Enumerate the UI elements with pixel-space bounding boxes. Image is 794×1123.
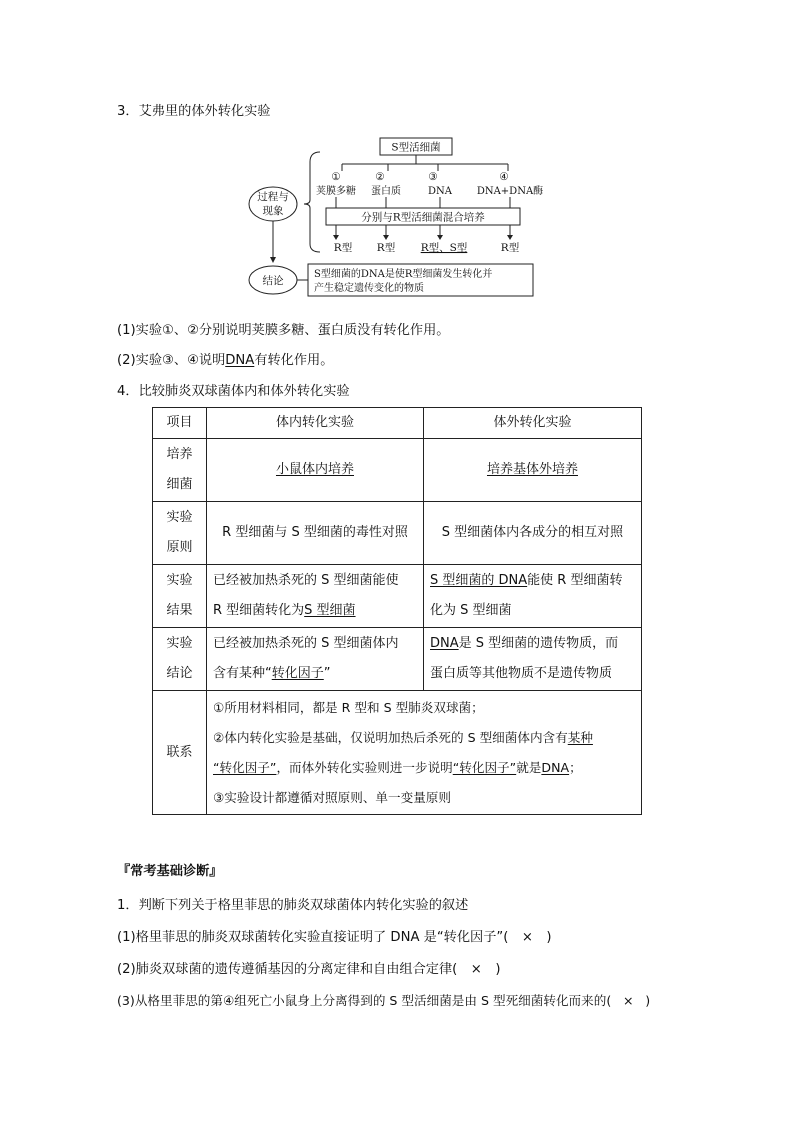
section-4-title: 4．比较肺炎双球菌体内和体外转化实验 <box>117 384 350 399</box>
judgment-item-2: (2)肺炎双球菌的遗传遵循基因的分离定律和自由组合定律( × ) <box>117 962 501 977</box>
diagram-result-2: R型 <box>376 242 396 254</box>
row-label: 实验 结果 <box>153 565 207 628</box>
judgment-item-1: (1)格里菲思的肺炎双球菌转化实验直接证明了 DNA 是“转化因子”( × ) <box>117 930 552 945</box>
diagram-result-4: R型 <box>500 242 520 254</box>
transformation-diagram <box>240 134 560 304</box>
diagram-component-2: 蛋白质 <box>371 186 401 197</box>
question-title: 1．判断下列关于格里菲思的肺炎双球菌体内转化实验的叙述 <box>117 898 469 913</box>
diagram-top-label: S型活细菌 <box>391 141 441 154</box>
cell-in-vitro: 培养基体外培养 <box>424 439 642 502</box>
th-item: 项目 <box>153 408 207 439</box>
table-row <box>153 691 642 815</box>
note-2-post: 有转化作用。 <box>254 353 334 368</box>
cell-in-vivo: 已经被加热杀死的 S 型细菌能使 R 型细菌转化为S 型细菌 <box>207 565 424 628</box>
cell-in-vivo: R 型细菌与 S 型细菌的毒性对照 <box>207 502 424 565</box>
table-header-row <box>153 408 642 439</box>
row-label: 实验 原则 <box>153 502 207 565</box>
diagram-conclusion-label: 结论 <box>262 275 284 287</box>
row-label: 培养 细菌 <box>153 439 207 502</box>
diagram-component-3: DNA <box>428 186 452 197</box>
diagram-conclusion-text-2: 产生稳定遗传变化的物质 <box>314 283 424 294</box>
diagram-result-1: R型 <box>333 242 353 254</box>
table-row <box>153 628 642 691</box>
row-label: 实验 结论 <box>153 628 207 691</box>
note-1: (1)实验①、②分别说明荚膜多糖、蛋白质没有转化作用。 <box>117 323 450 338</box>
diagram-component-1: 荚膜多糖 <box>316 186 356 197</box>
cell-in-vitro: S 型细菌的 DNA能使 R 型细菌转 化为 S 型细菌 <box>424 565 642 628</box>
diagram-mix-label: 分别与R型活细菌混合培养 <box>361 211 485 224</box>
cell-relation: ①所用材料相同，都是 R 型和 S 型肺炎双球菌； ②体内转化实验是基础，仅说明加热后杀死的 S 型细菌体内含有某种 “转化因子”，而体外转化实验则进一步说明“转化因子”就是DNA； ③实验设计都遵循对照原则、单一变量原则 <box>207 691 642 815</box>
judgment-item-3: (3)从格里菲思的第④组死亡小鼠身上分离得到的 S 型活细菌是由 S 型死细菌转化而来的( × ) <box>117 993 651 1008</box>
diagram-num-1: ① <box>331 171 341 183</box>
row-label: 联系 <box>153 691 207 815</box>
diagram-process-label-1: 过程与 <box>257 191 289 203</box>
diagnosis-heading: 『常考基础诊断』 <box>117 864 223 879</box>
diagram-conclusion-text-1: S型细菌的DNA是使R型细菌发生转化并 <box>314 269 493 280</box>
cell-in-vivo: 小鼠体内培养 <box>207 439 424 502</box>
diagram-num-3: ③ <box>428 171 438 183</box>
diagram-result-3: R型、S型 <box>420 242 468 254</box>
th-in-vitro: 体外转化实验 <box>424 408 642 439</box>
note-2 <box>117 353 333 369</box>
diagram-num-2: ② <box>375 171 385 183</box>
section-3-title: 3．艾弗里的体外转化实验 <box>117 104 271 119</box>
cell-in-vitro: DNA是 S 型细菌的遗传物质，而 蛋白质等其他物质不是遗传物质 <box>424 628 642 691</box>
note-2-pre: (2)实验③、④说明 <box>117 353 226 368</box>
diagram-component-4: DNA+DNA酶 <box>476 186 544 197</box>
table-row <box>153 502 642 565</box>
diagram-brace <box>304 152 320 252</box>
note-2-blank: DNA <box>225 353 255 368</box>
comparison-table <box>152 407 642 815</box>
diagram-num-4: ④ <box>499 171 509 183</box>
cell-in-vitro: S 型细菌体内各成分的相互对照 <box>424 502 642 565</box>
cell-in-vivo: 已经被加热杀死的 S 型细菌体内 含有某种“转化因子” <box>207 628 424 691</box>
diagram-process-label-2: 现象 <box>262 205 284 217</box>
table-row <box>153 439 642 502</box>
th-in-vivo: 体内转化实验 <box>207 408 424 439</box>
table-row <box>153 565 642 628</box>
